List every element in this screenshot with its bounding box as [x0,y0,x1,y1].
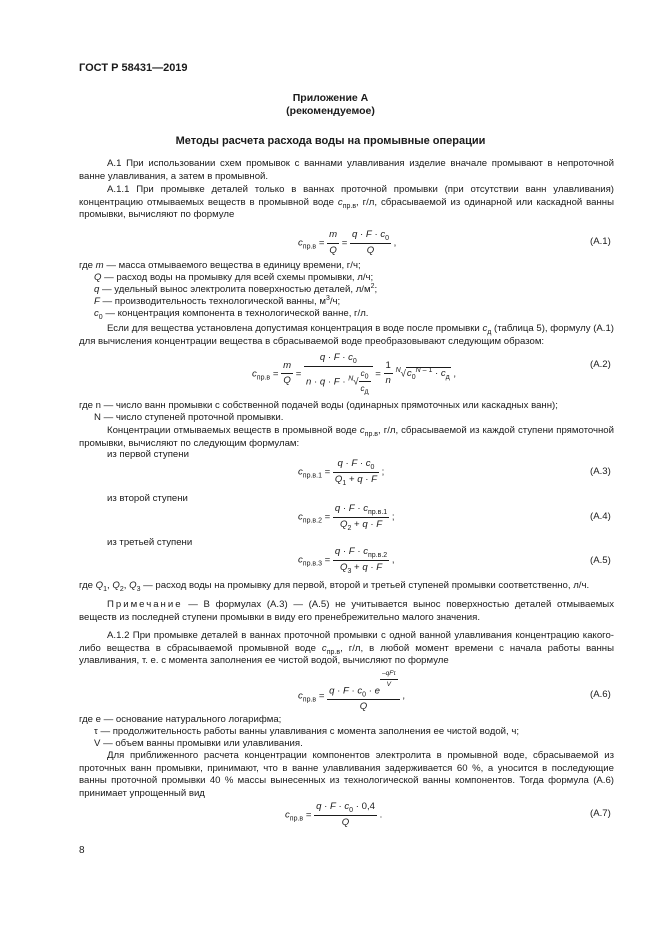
appendix-heading [0,92,661,118]
definition-N: N — число ступеней проточной промывки. [94,412,284,423]
paragraph-a1-1: А.1.1 При промывке деталей только в ваннах проточной промывки (при отсутствии ванн улавливания) концентрацию отмываемых веществ в промывной воде $c_{пр.в}$, г/л, сбрасываемой из одинарной или каскадной ванны промывки, вычисляют по формуле [79,184,614,221]
paragraph-stage-concentrations: Концентрации отмываемых веществ в промывной воде $c_{пр.в}$, г/л, сбрасываемой из каждой ступени прямоточной промывки, вычисляют по следующим формулам: [79,425,614,449]
section-title: Методы расчета расхода воды на промывные операции [175,135,486,147]
stage-1-label: из первой ступени [107,449,189,460]
appendix-status: (рекомендуемое) [286,105,375,117]
definition-n: где n — число ванн промывки с собственной подачей воды (одинарных прямоточных или каскадных ванн); [79,400,558,411]
equation-number-a6: (А.6) [590,689,611,700]
paragraph-a1-2: А.1.2 При промывке деталей в ваннах проточной промывки с одной ванной улавливания концентрацию какого-либо вещества в сбрасываемой промывной воде $c_{пр.в}$, г/л, в любой момент времени с начала работы ванны улавливания, т. е. с момента заполнения ее чистой водой, вычисляют по формуле [79,630,614,667]
equation-number-a1: (А.1) [590,236,611,247]
paragraph-allowable-concentration: Если для вещества установлена допустимая концентрация в воде после промывки $c_д$ (таблица 5), формулу (А.1) для вычисления концентрации вещества в сбрасываемой воде преобразовывают следующим образом: [79,323,614,347]
definition-Q123: где $Q_1$, $Q_2$, $Q_3$ — расход воды на промывку для первой, второй и третьей ступеней промывки соответственно, л/ч. [79,580,590,593]
definition-q: q — удельный вынос электролита поверхностью деталей, $л/м^2$; [94,282,378,295]
formula-a7: $c_{пр.в}$ = $\frac{q \cdot F \cdot c_0 \cdot 0,4}{Q}$ . [285,801,383,828]
definition-m: где m — масса отмываемого вещества в единицу времени, г/ч; [79,260,361,271]
paragraph-approximate-calculation: Для приближенного расчета концентрации компонентов электролита в промывной воде, сбрасываемой из проточных ванн промывки, принимают, что в ванне улавливания задерживается 60 %, а уносится в последующие ванны проточной промывки 40 % массы вынесенных из технологической ванны компонентов. Тогда формула (А.6) принимает упрощенный вид [79,750,614,799]
definition-tau: τ — продолжительность работы ванны улавливания с момента заполнения ее чистой водой, ч; [94,726,520,737]
definition-e: где e — основание натурального логарифма; [79,714,282,725]
definition-F: F — производительность технологической ванны, $м^3/ч$; [94,294,341,307]
formula-a5: $c_{пр.в.3}$ = $\frac{q \cdot F \cdot c_{пр.в.2}}{Q_3 + q \cdot F}$ , [298,546,395,575]
stage-2-label: из второй ступени [107,493,188,504]
formula-a2: $c_{пр.в}$ = $\frac{m}{Q}$ = $q \cdot F \cdot c_0$ n · q · F · $^N$√ $\frac{c_0}{c_д}$ = $\frac{1}{n}$ $^N√c_0^{N - 1} \cdot c_д$ , [252,352,457,396]
equation-number-a3: (А.3) [590,466,611,477]
note: Примечание — В формулах (А.3) — (А.5) не учитывается вынос поверхностью деталей отмываемых веществ из последней ступени промывки в виду его пренебрежительно малого значения. [79,599,614,623]
equation-number-a2: (А.2) [590,359,611,370]
paragraph-a1: А.1 При использовании схем промывок с ваннами улавливания изделие вначале промывают в непроточной ванне улавливания, а затем в промывной. [79,158,614,182]
equation-number-a7: (А.7) [590,808,611,819]
formula-a3: $c_{пр.в.1}$ = $\frac{q \cdot F \cdot c_0}{Q_1 + q \cdot F}$ ; [298,458,385,487]
document-header: ГОСТ Р 58431—2019 [79,62,188,74]
equation-number-a5: (А.5) [590,555,611,566]
page-number: 8 [79,845,85,856]
definition-c0: $c_0$ — концентрация компонента в технологической ванне, г/л. [94,308,369,321]
appendix-title: Приложение А [292,92,369,104]
equation-number-a4: (А.4) [590,511,611,522]
formula-a4: $c_{пр.в.2}$ = $\frac{q \cdot F \cdot c_{пр.в.1}}{Q_2 + q \cdot F}$ ; [298,503,395,532]
formula-a1: $c_{пр.в}$ = $\frac{m}{Q}$ = $\frac{q \cdot F \cdot c_0}{Q}$ , [298,229,397,256]
definition-Q: Q — расход воды на промывку для всей схемы промывки, л/ч; [94,272,374,283]
definition-V: V — объем ванны промывки или улавливания. [94,738,303,749]
stage-3-label: из третьей ступени [107,537,193,548]
formula-a6: $c_{пр.в}$ = $q \cdot F \cdot c_0 \cdot e$ $^{\frac{\text{–qFτ}}{V}}$ Q , [298,670,406,713]
